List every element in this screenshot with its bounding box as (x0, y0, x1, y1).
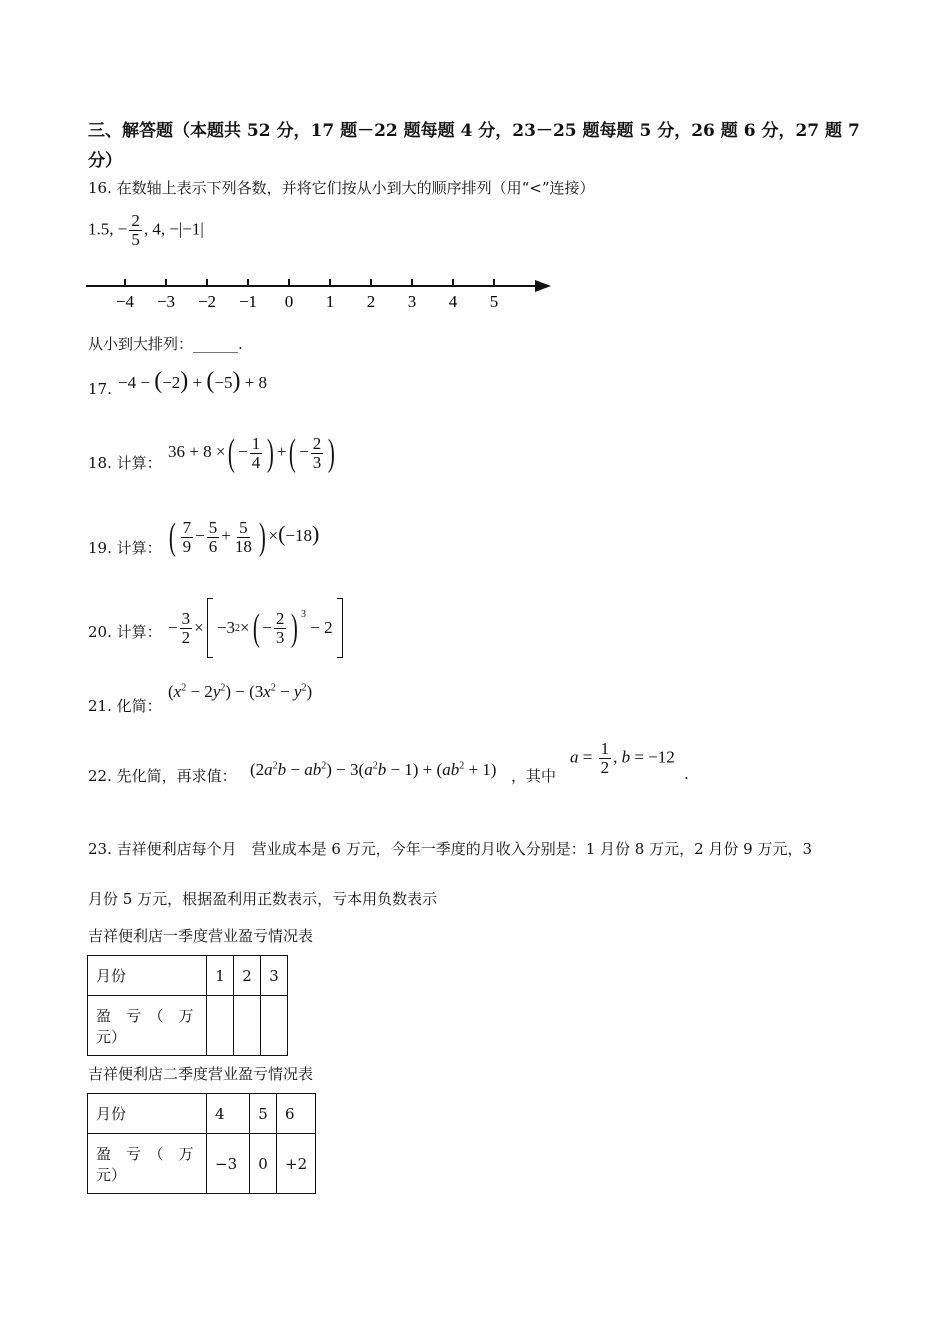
question-21-label: 21. 化简： (88, 697, 162, 715)
number-line-tick-label: −4 (115, 292, 135, 311)
number-line-tick-label: 5 (489, 292, 499, 311)
table1-month-1: 1 (207, 956, 234, 996)
question-22-condition: a = $\frac{1}{2}$ , b = −12 (570, 739, 675, 777)
table1-profit-header (88, 996, 207, 1056)
question-17-label: 17. (88, 380, 112, 398)
question-16-numbers: 1.5, − $\frac{2}{5}$ , 4, −|−1| (88, 211, 204, 249)
section-title: 三、解答题（本题共 52 分，17 题－22 题每题 4 分，23－25 题每题 5 分，26 题 6 分，27 题 7 分） (88, 121, 860, 171)
number-line-tick-label: −3 (156, 292, 176, 311)
number-line-tick-label: 3 (407, 292, 417, 311)
number-line-tick-label: 1 (325, 292, 335, 311)
question-19-expr: ( $\frac{7}{9}$ − $\frac{5}{6}$ + $\frac{5}{18}$ ) ×(−18) (168, 516, 320, 558)
table1-title: 吉祥便利店一季度营业盈亏情况表 (88, 927, 314, 945)
number-line-tick-label: −2 (197, 292, 217, 311)
question-22-label: 22. 先化简，再求值： (88, 767, 237, 785)
question-18-label: 18. 计算： (88, 454, 162, 472)
question-16-answer-line: 从小到大排列：______. (88, 335, 243, 353)
question-22-end: . (684, 765, 689, 783)
number-line-tick-label: 4 (448, 292, 458, 311)
question-19-label: 19. 计算： (88, 539, 162, 557)
table2-profit-header-a: 盈 亏 （ 万 (96, 1144, 194, 1163)
question-20-expr: − $\frac{3}{2}$ × −3 2 × ( − $\frac{2}{3}$ ) $^3$ − 2 (168, 598, 343, 658)
table-q2 (87, 1093, 316, 1194)
table1-profit-header-b: 元） (96, 1027, 127, 1046)
question-22-mid: ，其中 (511, 767, 557, 785)
table-q1 (87, 955, 288, 1056)
question-21-expr: $(x^2 - 2y^2) - (3x^2 - y^2)$ (168, 682, 313, 701)
table1-profit-1 (207, 996, 234, 1056)
table2-profit-header (88, 1134, 207, 1194)
table2-month-5: 5 (250, 1094, 277, 1134)
number-line (86, 270, 556, 315)
table1-profit-header-a: 盈 亏 （ 万 (96, 1006, 194, 1025)
table2-profit-4: −3 (207, 1134, 250, 1194)
table2-month-6: 6 (277, 1094, 316, 1134)
question-23-line2: 月份 5 万元，根据盈利用正数表示，亏本用负数表示 (88, 890, 438, 908)
number-line-tick-label: 0 (284, 292, 294, 311)
table1-month-header: 月份 (88, 956, 207, 996)
question-23-line1: 23. 吉祥便利店每个月 营业成本是 6 万元，今年一季度的月收入分别是：1 月份 8 万元，2 月份 9 万元，3 (88, 840, 813, 858)
question-18-expr: 36 + 8 ×( − $\frac{1}{4}$ ) +( − $\frac{2}{3}$ ) (168, 432, 335, 474)
table2-profit-header-b: 元） (96, 1165, 127, 1184)
question-17-expr: −4 − (−2) + (−5) + 8 (118, 368, 268, 394)
table1-month-2: 2 (234, 956, 261, 996)
table2-month-header: 月份 (88, 1094, 207, 1134)
table2-profit-6: +2 (277, 1134, 316, 1194)
number-line-arrow (535, 280, 551, 292)
number-line-tick-label: −1 (238, 292, 258, 311)
number-line-tick-label: 2 (366, 292, 376, 311)
table2-profit-5: 0 (250, 1134, 277, 1194)
question-20-label: 20. 计算： (88, 623, 162, 641)
question-22-expr: $(2a^2b - ab^2) - 3(a^2b - 1) + (ab^2 + 1)$ (250, 760, 497, 779)
question-16-text: 16. 在数轴上表示下列各数，并将它们按从小到大的顺序排列（用“<”连接） (88, 179, 595, 197)
table1-profit-3 (261, 996, 288, 1056)
table2-month-4: 4 (207, 1094, 250, 1134)
table2-title: 吉祥便利店二季度营业盈亏情况表 (88, 1065, 314, 1083)
table1-profit-2 (234, 996, 261, 1056)
table1-month-3: 3 (261, 956, 288, 996)
